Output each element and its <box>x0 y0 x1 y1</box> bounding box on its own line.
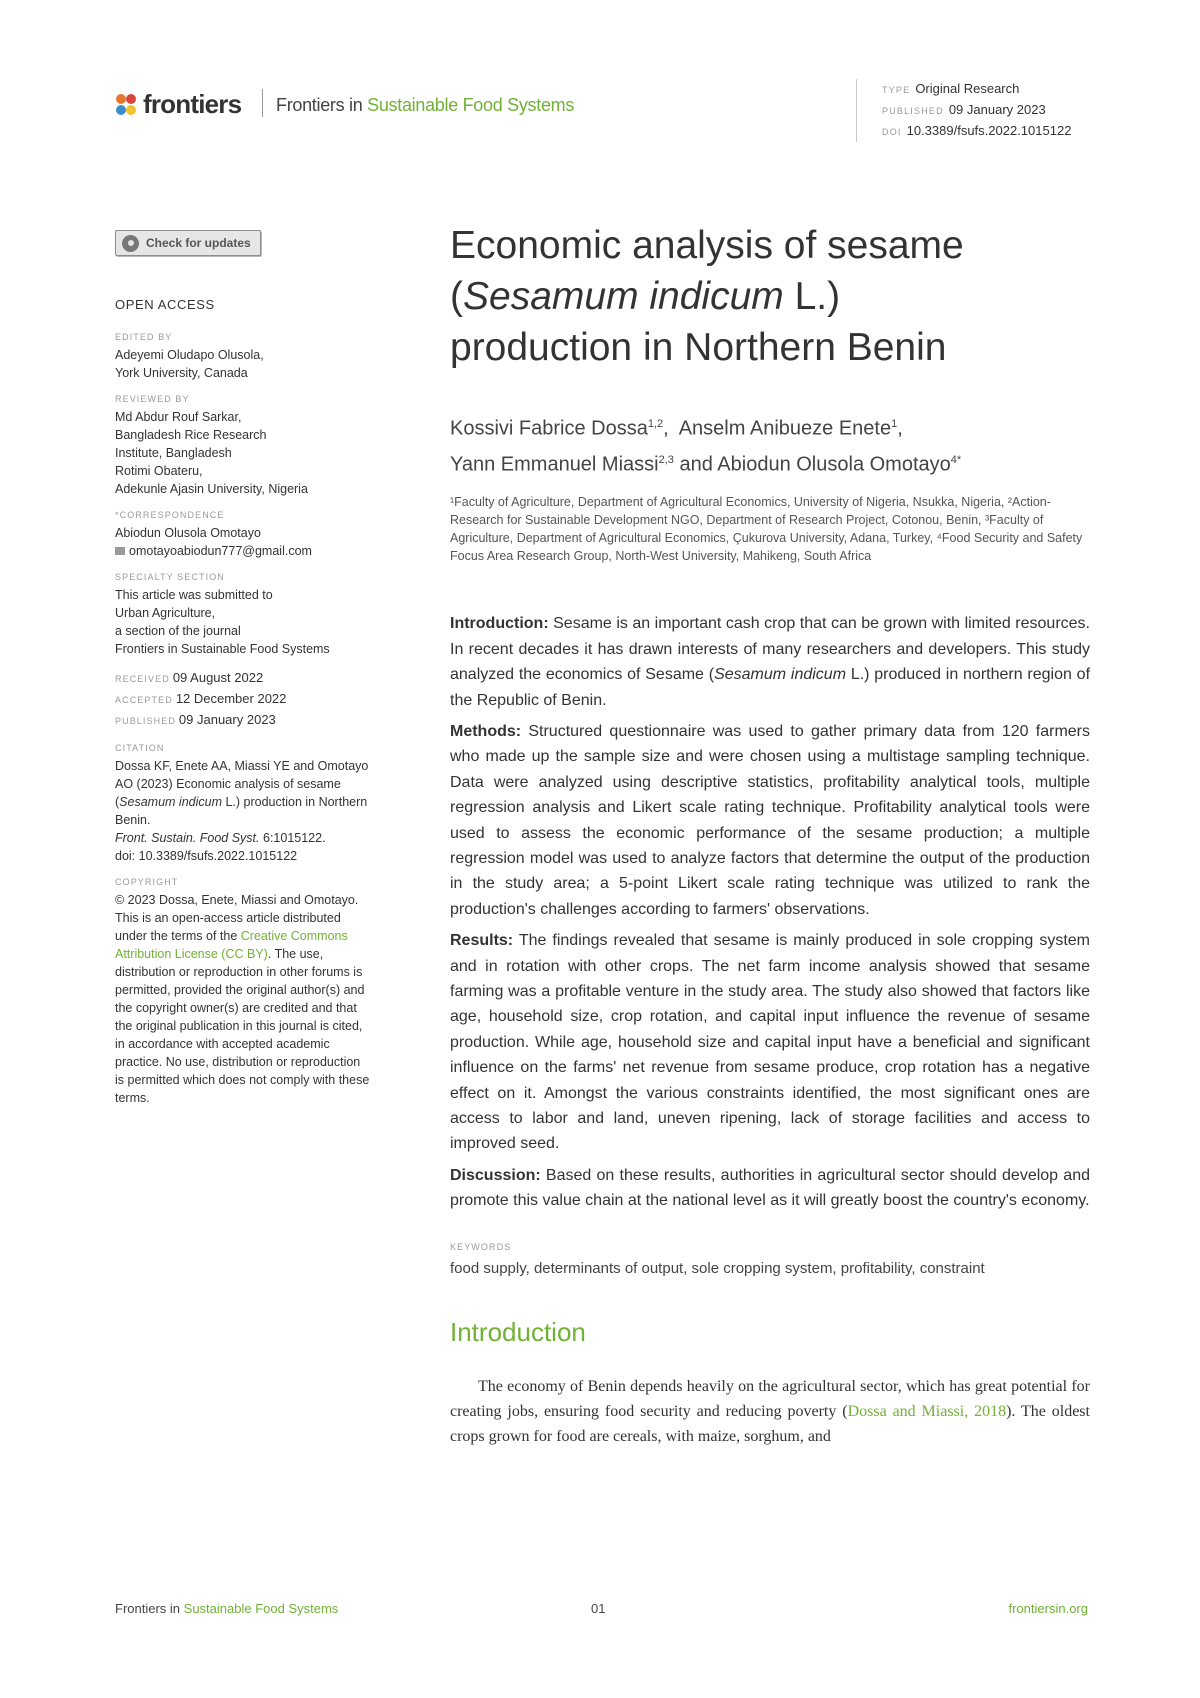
keywords-list: food supply, determinants of output, sole cropping system, profitability, constraint <box>450 1259 985 1277</box>
copyright-section <box>115 875 370 1107</box>
editor-line: York University, Canada <box>115 366 248 380</box>
body-text: ). The oldest crops grown for food are cereals, with maize, sorghum, and <box>450 1403 1090 1446</box>
reviewed-by-label: REVIEWED BY <box>115 394 190 404</box>
dates-section <box>115 668 370 731</box>
abstract-text: Based on these results, authorities in agricultural sector should develop and promote this value chain at the national level as it will greatly boost the country's economy. <box>450 1166 1090 1210</box>
sidebar <box>115 297 370 1117</box>
reviewer-line: Adekunle Ajasin University, Nigeria <box>115 482 308 496</box>
abstract-heading: Methods: <box>450 722 522 740</box>
edited-by-label: EDITED BY <box>115 332 173 342</box>
abstract-heading: Introduction: <box>450 615 549 633</box>
specialty-label: SPECIALTY SECTION <box>115 572 225 582</box>
correspondence-section <box>115 508 370 560</box>
citation-text <box>115 757 370 865</box>
copyright-part: © 2023 Dossa, Enete, Miassi and Omotayo. This is an open-access article distributed under the terms of the <box>115 893 359 943</box>
citation-journal: Front. Sustain. Food Syst. <box>115 831 260 845</box>
abstract-text: L.) produced in northern region of the Republic of Benin. <box>450 666 1091 709</box>
published-date <box>115 710 370 731</box>
title-paren: ( <box>450 275 463 318</box>
author-name[interactable]: Yann Emmanuel Miassi <box>450 453 659 476</box>
frontiers-logo[interactable] <box>113 89 241 120</box>
frontiers-logo-icon <box>113 92 139 118</box>
reviewer-line: Institute, Bangladesh <box>115 446 232 460</box>
meta-published-value: 09 January 2023 <box>948 102 1046 117</box>
check-for-updates-button[interactable] <box>115 230 261 256</box>
author-conjunction: and <box>679 453 713 476</box>
body-text: The economy of Benin depends heavily on the agricultural sector, which has great potential for creating jobs, ensuring food security and reducing poverty ( <box>450 1377 1090 1421</box>
reviewer-line: Rotimi Obateru, <box>115 464 203 478</box>
specialty-line: This article was submitted to <box>115 588 273 602</box>
page-number: 01 <box>591 1601 606 1616</box>
body-paragraph <box>450 1374 1090 1450</box>
abstract-discussion <box>450 1163 1090 1214</box>
abstract-methods <box>450 719 1090 922</box>
cc-license-link[interactable]: Creative Commons Attribution License (CC BY) <box>115 929 348 961</box>
author-name[interactable]: Anselm Anibueze Enete <box>678 417 892 440</box>
citation-part: Dossa KF, Enete AA, Miassi YE and Omotayo AO (2023) Economic analysis of sesame ( <box>115 759 369 809</box>
journal-name[interactable] <box>276 95 574 116</box>
open-access-label: OPEN ACCESS <box>115 297 215 312</box>
footer-site-link[interactable]: frontiersin.org <box>1008 1601 1088 1616</box>
title-suffix: L.) <box>783 275 841 318</box>
citation-part: 6:1015122. <box>259 831 326 845</box>
footer-journal[interactable] <box>115 1601 338 1616</box>
keywords-label: KEYWORDS <box>450 1241 512 1252</box>
footer-journal-prefix: Frontiers in <box>115 1601 181 1616</box>
specialty-section <box>115 570 370 658</box>
received-value: 09 August 2022 <box>172 670 264 685</box>
published-key: PUBLISHED <box>115 716 176 726</box>
citation-section <box>115 741 370 865</box>
meta-type-value: Original Research <box>915 81 1020 96</box>
affiliations: ¹Faculty of Agriculture, Department of Agricultural Economics, University of Nigeria, Nsukka, Nigeria, ²Action-Research for Sustainable Development NGO, Department of Research Project, Cotonou, Benin, ³Faculty of Agriculture, Department of Agricultural Economics, Çukurova University, Adana, Turkey, ⁴Food Security and Safety Focus Area Research Group, North-West University, Mahikeng, South Africa <box>450 495 1083 564</box>
specialty-line: Frontiers in Sustainable Food Systems <box>115 642 330 656</box>
correspondence-name: Abiodun Olusola Omotayo <box>115 526 261 540</box>
title-line-3: production in Northern Benin <box>450 326 947 369</box>
citation-doi[interactable]: doi: 10.3389/fsufs.2022.1015122 <box>115 849 298 863</box>
meta-published <box>882 100 1071 121</box>
author-affil-sup: 1 <box>891 418 898 430</box>
copyright-label: COPYRIGHT <box>115 877 179 887</box>
reviewed-by-section <box>115 392 370 498</box>
copyright-text <box>115 891 370 1107</box>
citation-label: CITATION <box>115 743 165 753</box>
journal-name-prefix: Frontiers in <box>276 95 363 115</box>
main-column <box>450 220 1090 1450</box>
specialty-line: Urban Agriculture, <box>115 606 216 620</box>
abstract-text: Structured questionnaire was used to gather primary data from 120 farmers who made up the sample size and were chosen using a multistage sampling technique. Data were analyzed using descriptive statistics, profitability analytical tools, multiple regression analysis and Likert scale rating technique. Profitability analytical tools were used to assess the economic performance of the sesame production; a multiple regression model was used to analyze factors that determine the output of the production in the study area; a 5-point Likert scale rating technique was utilized to rank the production's challenges according to farmers' observations. <box>450 722 1090 918</box>
journal-name-green: Sustainable Food Systems <box>367 95 575 115</box>
header-divider <box>262 89 263 117</box>
body-citation-link[interactable]: Dossa and Miassi, 2018 <box>847 1403 1007 1421</box>
accepted-value: 12 December 2022 <box>175 691 287 706</box>
abstract-heading: Discussion: <box>450 1166 541 1184</box>
check-for-updates-label: Check for updates <box>146 236 251 250</box>
abstract-heading: Results: <box>450 932 514 950</box>
meta-doi <box>882 121 1071 142</box>
author-list: Kossivi Fabrice Dossa$^{1,2}$, Anselm Anibueze Enete$^1$, Yann Emmanuel Miassi$^{2,3}$ and Abiodun Olusola Omotayo$^{4*}$ <box>450 417 962 476</box>
article-title <box>450 220 1090 373</box>
accepted-key: ACCEPTED <box>115 695 173 705</box>
correspondence-email-row[interactable] <box>115 542 370 560</box>
article-meta <box>856 79 1071 142</box>
abstract-results <box>450 928 1090 1157</box>
specialty-line: a section of the journal <box>115 624 241 638</box>
meta-doi-key: DOI <box>882 127 902 137</box>
meta-type-key: TYPE <box>882 85 911 95</box>
citation-species: Sesamum indicum <box>119 795 222 809</box>
meta-type <box>882 79 1071 100</box>
published-value: 09 January 2023 <box>178 712 276 727</box>
author-affil-sup: 1,2 <box>647 418 664 430</box>
mail-icon <box>115 547 125 555</box>
title-line-1: Economic analysis of sesame <box>450 224 964 267</box>
meta-published-key: PUBLISHED <box>882 106 944 116</box>
reviewer-line: Bangladesh Rice Research <box>115 428 267 442</box>
frontiers-wordmark: frontiers <box>143 89 242 119</box>
received-date <box>115 668 370 689</box>
footer-journal-green: Sustainable Food Systems <box>183 1601 339 1616</box>
section-heading: Introduction <box>450 1316 586 1347</box>
abstract-text: Sesame is an important cash crop that can be grown with limited resources. In recent decades it has drawn interests of many researchers and developers. This study analyzed the economics of Sesame ( <box>450 615 1090 684</box>
abstract-species: Sesamum indicum <box>714 666 847 684</box>
citation-part: L.) production in Northern Benin. <box>115 795 368 827</box>
reviewer-line: Md Abdur Rouf Sarkar, <box>115 410 242 424</box>
editor-line: Adeyemi Oludapo Olusola, <box>115 348 264 362</box>
author-affil-sup: 4* <box>950 453 962 466</box>
accepted-date <box>115 689 370 710</box>
author-affil-sup: 2,3 <box>658 453 674 466</box>
abstract-introduction <box>450 611 1090 713</box>
title-species: Sesamum indicum <box>463 275 784 318</box>
copyright-part: . The use, distribution or reproduction in other forums is permitted, provided the original author(s) and the copyright owner(s) are credited and that the original publication in this journal is cited, in accordance with accepted academic practice. No use, distribution or reproduction is permitted which does not comply with these terms. <box>115 947 370 1105</box>
correspondence-label: *CORRESPONDENCE <box>115 510 225 520</box>
update-badge-icon <box>122 235 139 252</box>
correspondence-email[interactable]: omotayoabiodun777@gmail.com <box>129 544 312 558</box>
received-key: RECEIVED <box>115 674 170 684</box>
author-name[interactable]: Abiodun Olusola Omotayo <box>717 453 951 476</box>
abstract-text: The findings revealed that sesame is mainly produced in sole cropping system and in rotation with other crops. The net farm income analysis showed that sesame farming was a profitable venture in the study area. The study also showed that factors like age, household size, crop rotation, and capital input influence the revenue of sesame production. While age, household size and capital input have a beneficial and significant influence on the farms' net revenue from sesame produce, crop rotation has a negative effect on it. Amongst the various constraints identified, the most significant ones are access to labor and land, uneven ripening, lack of storage facilities and access to improved seed. <box>450 932 1090 1153</box>
edited-by-section <box>115 330 370 382</box>
meta-doi-value[interactable]: 10.3389/fsufs.2022.1015122 <box>906 123 1072 138</box>
author-name[interactable]: Kossivi Fabrice Dossa <box>450 417 648 440</box>
